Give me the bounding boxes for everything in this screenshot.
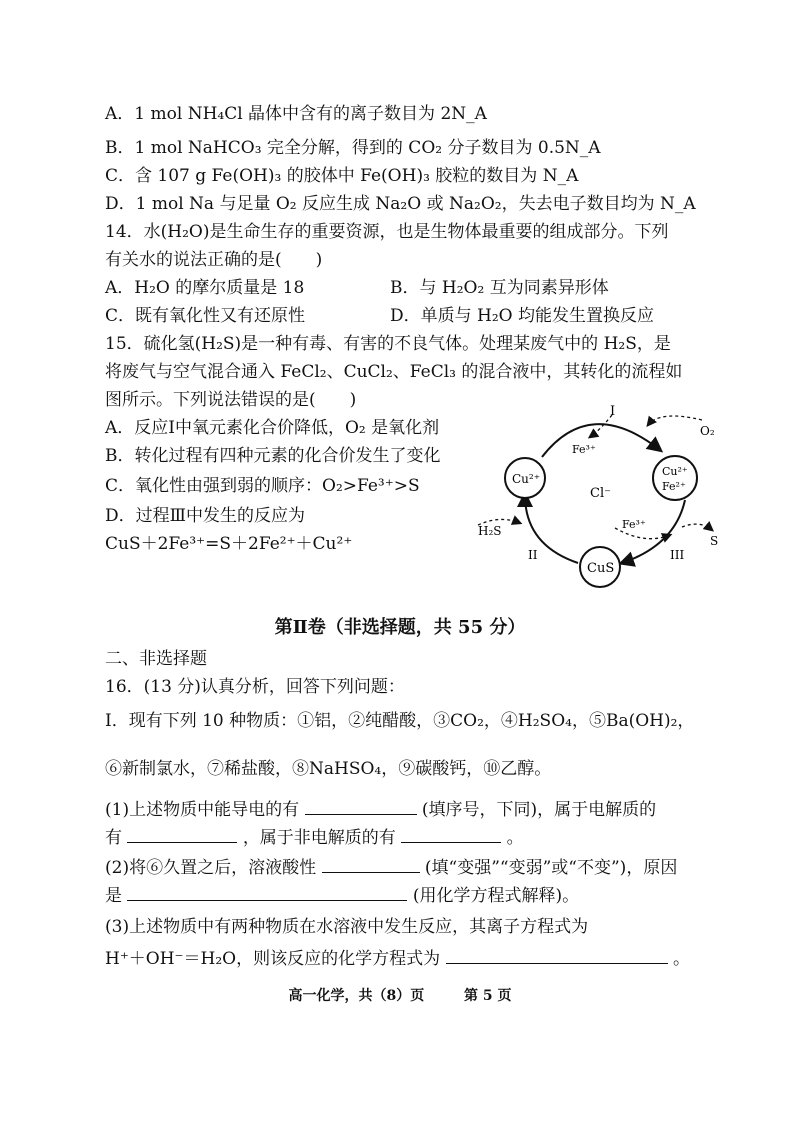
q14-option-c: C．既有氧化性又有还原性 [105,306,306,326]
q16-part1-line1 [105,798,656,821]
s-output-arrow [682,524,712,530]
footer-course: 高一化学，共（8）页 [288,988,425,1004]
q16-stem: 16．(13 分)认真分析，回答下列问题： [105,677,405,697]
o2-input-arrow [648,416,702,425]
q16-blank-conductive[interactable] [305,798,417,815]
label-s: S [710,534,719,548]
label-fe3-top: Fe³⁺ [572,443,596,456]
q14-option-d: D．单质与 H₂O 均能发生置换反应 [390,306,655,326]
page-footer [0,985,800,1005]
label-cus: CuS [587,561,615,576]
label-fe3-bottom: Fe³⁺ [622,518,646,531]
q14-option-a: A．H₂O 的摩尔质量是 18 [105,278,305,298]
q16-part1-text-a: (1)上述物质中能导电的有 [105,800,300,820]
arc-reaction-i [542,424,660,457]
q16-part2-text-d: (用化学方程式解释)。 [412,886,580,906]
q15-option-d-line1: D．过程Ⅲ中发生的反应为 [105,506,306,526]
q15-stem-line1: 15．硫化氢(H₂S)是一种有毒、有害的不良气体。处理某废气中的 H₂S，是 [105,334,671,354]
q16-part2-text-c: 是 [105,886,122,906]
q16-blank-nonelectrolytes[interactable] [401,826,501,843]
q16-part1-text-c: 有 [105,828,122,848]
q16-substance-list-line1: I．现有下列 10 种物质：①铝，②纯醋酸，③CO₂，④H₂SO₄，⑤Ba(OH)₂， [105,711,695,731]
q16-part1-text-b: (填序号，下同)，属于电解质的 [421,800,657,820]
q13-option-a: A．1 mol NH₄Cl 晶体中含有的离子数目为 2N_A [105,104,487,124]
q15-option-d-line2: CuS＋2Fe³⁺=S＋2Fe²⁺＋Cu²⁺ [105,534,353,554]
q15-option-b: B．转化过程有四种元素的化合价发生了变化 [105,446,441,466]
q16-part2-line2 [105,884,579,907]
q16-part2-text-a: (2)将⑥久置之后，溶液酸性 [105,858,317,878]
q13-option-d: D．1 mol Na 与足量 O₂ 反应生成 Na₂O 或 Na₂O₂，失去电子数目均为 N_A [105,194,696,214]
label-cu-right: Cu²⁺ [662,465,688,478]
q16-blank-equation-reason[interactable] [127,884,407,901]
q16-blank-chemical-equation[interactable] [446,947,668,964]
q16-blank-electrolytes[interactable] [127,826,237,843]
q16-blank-acidity[interactable] [322,856,420,873]
q16-part1-text-d: ，属于非电解质的有 [242,828,396,848]
section-title: 第Ⅱ卷（非选择题，共 55 分） [274,617,526,638]
q13-option-b: B．1 mol NaHCO₃ 完全分解，得到的 CO₂ 分子数目为 0.5N_A [105,138,601,158]
q15-stem-line2: 将废气与空气混合通入 FeCl₂、CuCl₂、FeCl₃ 的混合液中，其转化的流程如 [105,362,683,382]
q15-option-a: A．反应Ⅰ中氧元素化合价降低，O₂ 是氧化剂 [105,418,440,438]
q16-substance-list-line2: ⑥新制氯水，⑦稀盐酸，⑧NaHSO₄，⑨碳酸钙，⑩乙醇。 [105,759,552,779]
q14-stem-line1: 14．水(H₂O)是生命生存的重要资源，也是生物体最重要的组成部分。下列 [105,222,669,242]
q15-option-c: C．氧化性由强到弱的顺序：O₂>Fe³⁺>S [105,476,420,496]
label-ii: II [528,548,538,562]
label-cu-left: Cu²⁺ [512,472,541,486]
label-i: I [610,404,616,419]
q16-part1-text-e: 。 [506,828,524,848]
redox-cycle-diagram [470,395,720,595]
label-h2s: H₂S [478,524,502,538]
q13-option-c: C．含 107 g Fe(OH)₃ 的胶体中 Fe(OH)₃ 胶粒的数目为 N_A [105,166,579,186]
q16-part3-text-b: H⁺＋OH⁻＝H₂O，则该反应的化学方程式为 [105,949,441,969]
label-iii: III [670,548,685,562]
q16-part3-line2 [105,947,690,970]
q16-part3-text-c: 。 [672,949,690,969]
label-o2: O₂ [700,424,715,438]
q16-part3-line1: (3)上述物质中有两种物质在水溶液中发生反应，其离子方程式为 [105,917,589,937]
q15-stem-line3: 图所示。下列说法错误的是( ) [105,390,357,410]
q14-option-b: B．与 H₂O₂ 互为同素异形体 [390,278,609,298]
fe3-output-arrow [590,415,612,437]
q16-part1-line2 [105,826,524,849]
section-subtitle: 二、非选择题 [105,649,207,669]
label-fe-right: Fe²⁺ [662,480,686,493]
q14-stem-line2: 有关水的说法正确的是( ) [105,250,323,270]
cu2-fe2-node-right [653,456,697,500]
q16-part2-text-b: (填“变强”“变弱”或“不变”)，原因 [424,858,678,878]
label-cl: Cl⁻ [590,486,611,501]
footer-page-number: 第 5 页 [464,988,512,1004]
q16-part2-line1 [105,856,677,879]
